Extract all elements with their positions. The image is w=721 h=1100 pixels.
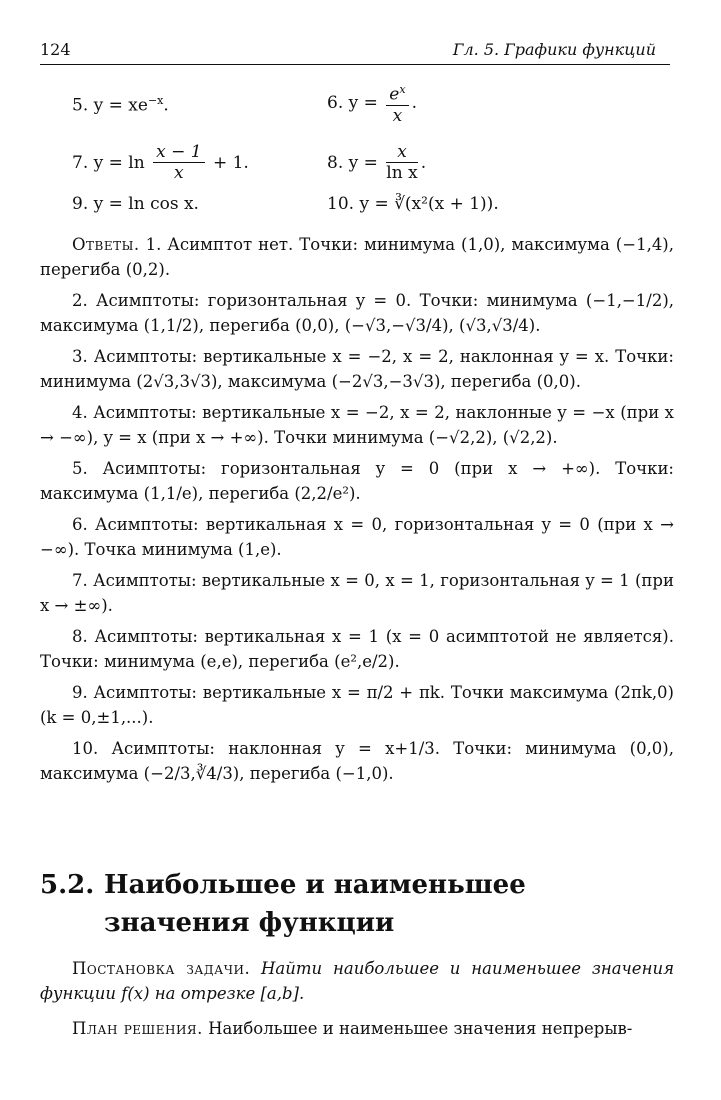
answer-5: 5. Асимптоты: горизонтальная y = 0 (при x → +∞). Точки: максимума (1,1/e), перегиба (2,2/e²). bbox=[40, 459, 674, 503]
running-head bbox=[40, 38, 670, 65]
exercise-row bbox=[72, 194, 672, 234]
section-number: 5.2. bbox=[40, 870, 95, 900]
solution-plan bbox=[40, 1016, 674, 1041]
problem-statement bbox=[40, 956, 674, 1006]
problem-label: Постановка задачи. bbox=[72, 959, 251, 978]
exercise-9: 9. y = ln cos x. bbox=[72, 194, 199, 214]
exercise-7: 7. y = ln $\frac{x - 1}{x}$ + 1. bbox=[72, 142, 249, 183]
answer-3: 3. Асимптоты: вертикальные x = −2, x = 2, наклонная y = x. Точки: минимума (2√3,3√3), максимума (−2√3,−3√3), перегиба (0,0). bbox=[40, 347, 674, 391]
exercise-5: 5. $y = xe^{-x}$. bbox=[72, 94, 169, 116]
answer-7: 7. Асимптоты: вертикальные x = 0, x = 1, горизонтальная y = 1 (при x → ±∞). bbox=[40, 571, 674, 615]
exercise-8: 8. y = $\frac{x}{\text{ln x}}$ . bbox=[327, 142, 427, 183]
fraction: $\frac{e^x}{x}$ bbox=[386, 80, 408, 126]
problem-text: Найти наибольшее и наименьшее значения функции f(x) на отрезке [a,b]. bbox=[40, 959, 674, 1003]
section-title-line-2: значения функции bbox=[104, 908, 395, 938]
section-title-line-1: Наибольшее и наименьшее bbox=[104, 870, 526, 900]
fraction: $\frac{x - 1}{x}$ bbox=[153, 142, 204, 183]
answer-2: 2. Асимптоты: горизонтальная y = 0. Точки: минимума (−1,−1/2), максимума (1,1/2), перегиба (0,0), (−√3,−√3/4), (√3,√3/4). bbox=[40, 291, 674, 335]
exercise-row bbox=[72, 83, 672, 128]
answer-6: 6. Асимптоты: вертикальная x = 0, горизонтальная y = 0 (при x → −∞). Точка минимума (1,e). bbox=[40, 515, 674, 559]
chapter-title: Гл. 5. Графики функций bbox=[452, 40, 656, 59]
answer-4: 4. Асимптоты: вертикальные x = −2, x = 2, наклонные y = −x (при x → −∞), y = x (при x → +∞). Точки минимума (−√2,2), (√2,2). bbox=[40, 403, 674, 447]
exercise-6: 6. y = $\frac{e^x}{x}$ . bbox=[327, 80, 417, 126]
answer-1: Ответы. 1. Асимптот нет. Точки: минимума (1,0), максимума (−1,4), перегиба (0,2). bbox=[40, 235, 674, 279]
exercise-row bbox=[72, 142, 672, 182]
page-number: 124 bbox=[40, 40, 71, 59]
answer-9: 9. Асимптоты: вертикальные x = π/2 + πk. Точки максимума (2πk,0) (k = 0,±1,...). bbox=[40, 683, 674, 727]
fraction: $\frac{x}{\text{ln x}}$ bbox=[386, 142, 418, 183]
answers-block bbox=[40, 232, 674, 786]
exercise-10: 10. y = ∛(x²(x + 1)). bbox=[327, 194, 499, 214]
plan-text: Наибольшее и наименьшее значения непрерыв- bbox=[208, 1019, 633, 1038]
answer-8: 8. Асимптоты: вертикальная x = 1 (x = 0 асимптотой не является). Точки: минимума (e,e), перегиба (e²,e/2). bbox=[40, 627, 674, 671]
answer-10: 10. Асимптоты: наклонная y = x+1/3. Точки: минимума (0,0), максимума (−2/3,∛4/3), перегиба (−1,0). bbox=[40, 739, 674, 783]
plan-label: План решения. bbox=[72, 1019, 203, 1038]
